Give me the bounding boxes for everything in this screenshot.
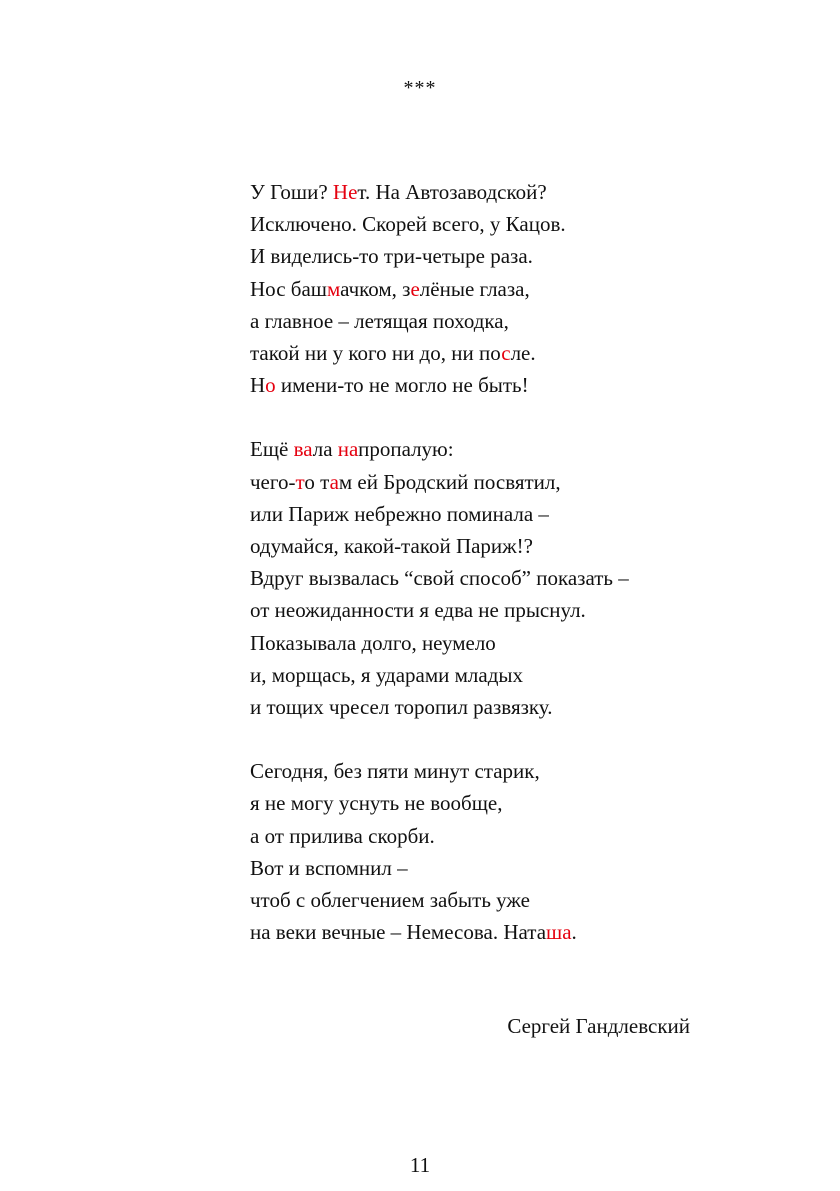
- line-text: Сегодня, без пяти минут старик,: [250, 759, 540, 784]
- highlighted-letters: м: [326, 276, 341, 301]
- line-text: .: [571, 920, 577, 945]
- line-text: и тощих чресел торопил развязку.: [250, 695, 553, 720]
- poem-line: [250, 884, 629, 916]
- line-text: У Гоши?: [250, 180, 333, 204]
- line-text: от неожиданности я едва не прыснул.: [250, 598, 586, 623]
- line-text: о т: [304, 469, 330, 494]
- line-text: и, морщась, я ударами младых: [250, 662, 523, 687]
- poem-line: [250, 787, 629, 819]
- poem-line: [250, 691, 629, 723]
- line-text: Вот и вспомнил –: [250, 855, 408, 880]
- line-text: одумайся, какой-такой Париж!?: [250, 534, 533, 559]
- poem-line: [250, 755, 629, 787]
- poem-line: [250, 530, 629, 562]
- line-text: на веки вечные – Немесова. Ната: [250, 920, 547, 945]
- line-text: лёные глаза,: [419, 276, 530, 301]
- line-text: такой ни у кого ни до, ни по: [250, 341, 502, 366]
- poem-line: [250, 594, 629, 626]
- poem-line: [250, 433, 629, 465]
- poem-line: [250, 916, 629, 948]
- highlighted-letters: е: [410, 276, 420, 301]
- line-text: чтоб с облегчением забыть уже: [250, 888, 530, 913]
- poem-line: [250, 852, 629, 884]
- highlighted-letters: т: [295, 469, 305, 494]
- line-text: Исключено. Скорей всего, у Кацов.: [250, 212, 566, 237]
- line-text: Нос баш: [250, 276, 327, 301]
- poem-body: [250, 176, 629, 980]
- line-text: а от прилива скорби.: [250, 823, 435, 848]
- highlighted-letters: а: [329, 469, 339, 494]
- poem-line: [250, 820, 629, 852]
- highlighted-letters: о: [265, 373, 276, 398]
- line-text: Ещё: [250, 437, 294, 462]
- poem-line: [250, 305, 629, 337]
- highlighted-letters: на: [337, 437, 359, 462]
- stanza: [250, 176, 629, 401]
- poem-line: [250, 240, 629, 272]
- stanza: [250, 755, 629, 948]
- line-text: ле.: [510, 341, 536, 366]
- highlighted-letters: ша: [546, 920, 572, 945]
- line-text: чего-: [250, 469, 296, 494]
- stanza: [250, 433, 629, 723]
- highlighted-letters: Не: [332, 180, 358, 204]
- poem-line: [250, 466, 629, 498]
- poem-line: [250, 337, 629, 369]
- line-text: ачком, з: [340, 276, 411, 301]
- poem-line: [250, 176, 629, 208]
- line-text: м ей Бродский посвятил,: [338, 469, 561, 494]
- line-text: Вдруг вызвалась “свой способ” показать –: [250, 566, 629, 591]
- line-text: а главное – летящая походка,: [250, 308, 509, 333]
- highlighted-letters: ва: [293, 437, 313, 462]
- line-text: И виделись-то три-четыре раза.: [250, 244, 533, 269]
- line-text: или Париж небрежно поминала –: [250, 501, 549, 526]
- line-text: Показывала долго, неумело: [250, 630, 496, 655]
- line-text: я не могу уснуть не вообще,: [250, 791, 503, 816]
- highlighted-letters: с: [501, 341, 511, 366]
- line-text: пропалую:: [358, 437, 454, 462]
- line-text: имени-то не могло не быть!: [275, 373, 529, 398]
- poem-line: [250, 562, 629, 594]
- line-text: ла: [312, 437, 338, 462]
- poem-line: [250, 273, 629, 305]
- line-text: т. На Автозаводской?: [357, 180, 547, 204]
- poem-line: [250, 498, 629, 530]
- author-signature: Сергей Гандлевский: [507, 1014, 690, 1038]
- page-number: 11: [409, 1153, 431, 1177]
- poem-line: [250, 208, 629, 240]
- poem-line: [250, 659, 629, 691]
- section-separator: ***: [403, 77, 437, 99]
- poem-line: [250, 369, 629, 401]
- line-text: Н: [250, 373, 266, 398]
- poem-line: [250, 627, 629, 659]
